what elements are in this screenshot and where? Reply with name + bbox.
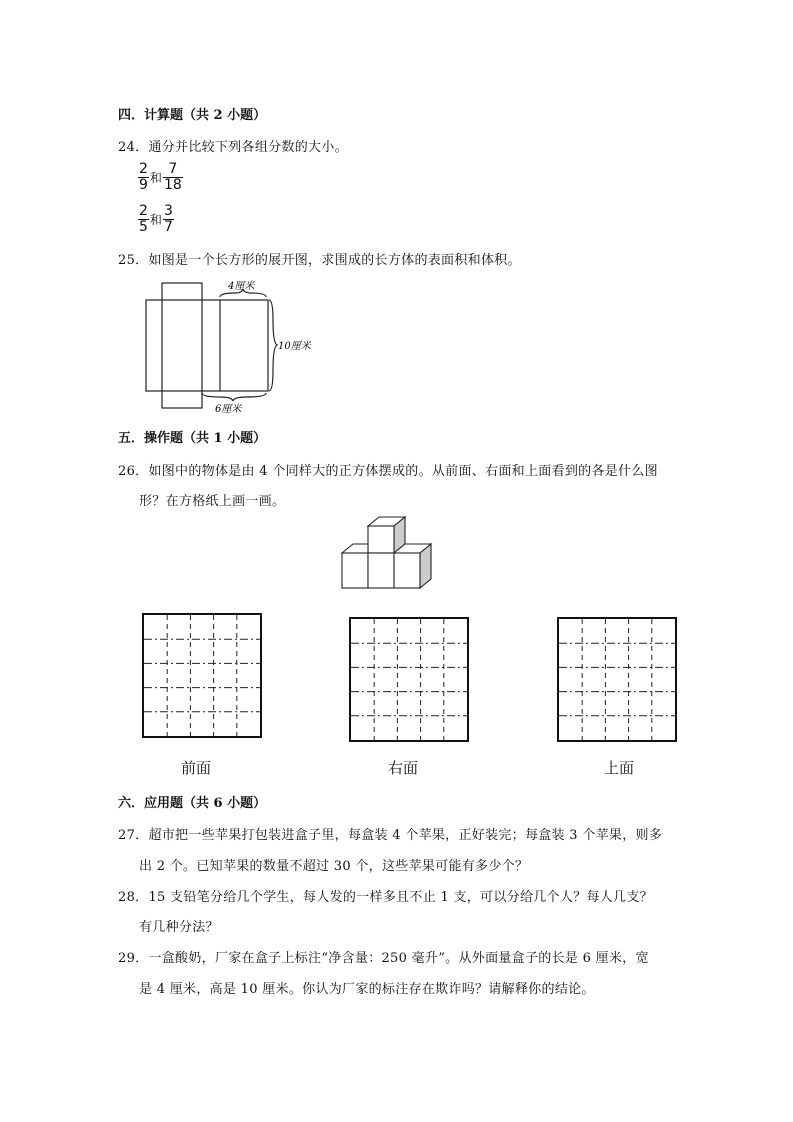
cube-front-face [368,553,394,588]
cube-top-face [342,544,368,553]
conjunction: 和 [149,171,162,185]
question-28-line1: 28．15 支铅笔分给几个学生，每人发的一样多且不止 1 支，可以分给几个人？每人几支？ [118,890,653,905]
question-25-text: 25．如图是一个长方形的展开图，求围成的长方体的表面积和体积。 [118,253,521,268]
question-27-line2: 出 2 个。已知苹果的数量不超过 30 个，这些苹果可能有多少个？ [139,859,529,874]
question-26-line1: 26．如图中的物体是由 4 个同样大的正方体摆成的。从前面、右面和上面看到的各是什么图 [118,464,658,479]
box-net-figure [135,275,325,420]
cube-stack-figure [335,515,440,590]
fraction-pair-1 [138,162,183,193]
label-bottom: 6厘米 [215,404,242,415]
question-29-line2: 是 4 厘米，高是 10 厘米。你认为厂家的标注存在欺诈吗？请解释你的结论。 [139,982,595,997]
grid-front-view [142,613,262,738]
cube-front-face [342,553,368,588]
fraction: $\frac{2}{5}$ [139,203,148,235]
view-label-top: 上面 [604,759,635,777]
section-heading-calculation: 四．计算题（共 2 小题） [118,108,267,123]
cube-front-face [368,526,394,553]
view-label-front: 前面 [181,759,212,777]
conjunction: 和 [149,213,162,227]
grid-top-view [557,617,677,742]
question-27-line1: 27．超市把一些苹果打包装进盒子里，每盒装 4 个苹果，正好装完；每盒装 3 个苹果，则多 [118,828,663,843]
grid-right-view [349,617,469,742]
fraction-pair-2 [138,204,174,235]
question-28-line2: 有几种分法？ [139,920,219,935]
brace-bottom [202,393,266,401]
fraction: $\frac{2}{9}$ [139,161,148,193]
label-right: 10厘米 [278,341,311,352]
fraction: $\frac{3}{7}$ [163,203,173,235]
question-29-line1: 29．一盒酸奶，厂家在盒子上标注“净含量：250 毫升”。从外面量盒子的长是 6 厘米，宽 [118,951,649,966]
net-vertical-strip [162,283,202,408]
section-heading-operation: 五．操作题（共 1 小题） [118,431,267,446]
net-horizontal-strip [146,300,268,391]
fraction: $\frac{7}{18}$ [163,161,182,193]
section-heading-application: 六．应用题（共 6 小题） [118,796,267,811]
question-24-text: 24．通分并比较下列各组分数的大小。 [118,140,348,155]
cube-front-face [394,553,420,588]
view-label-right: 右面 [388,759,419,777]
label-top: 4厘米 [228,281,255,292]
brace-right [269,300,277,391]
question-26-line2: 形？在方格纸上画一画。 [139,494,286,509]
